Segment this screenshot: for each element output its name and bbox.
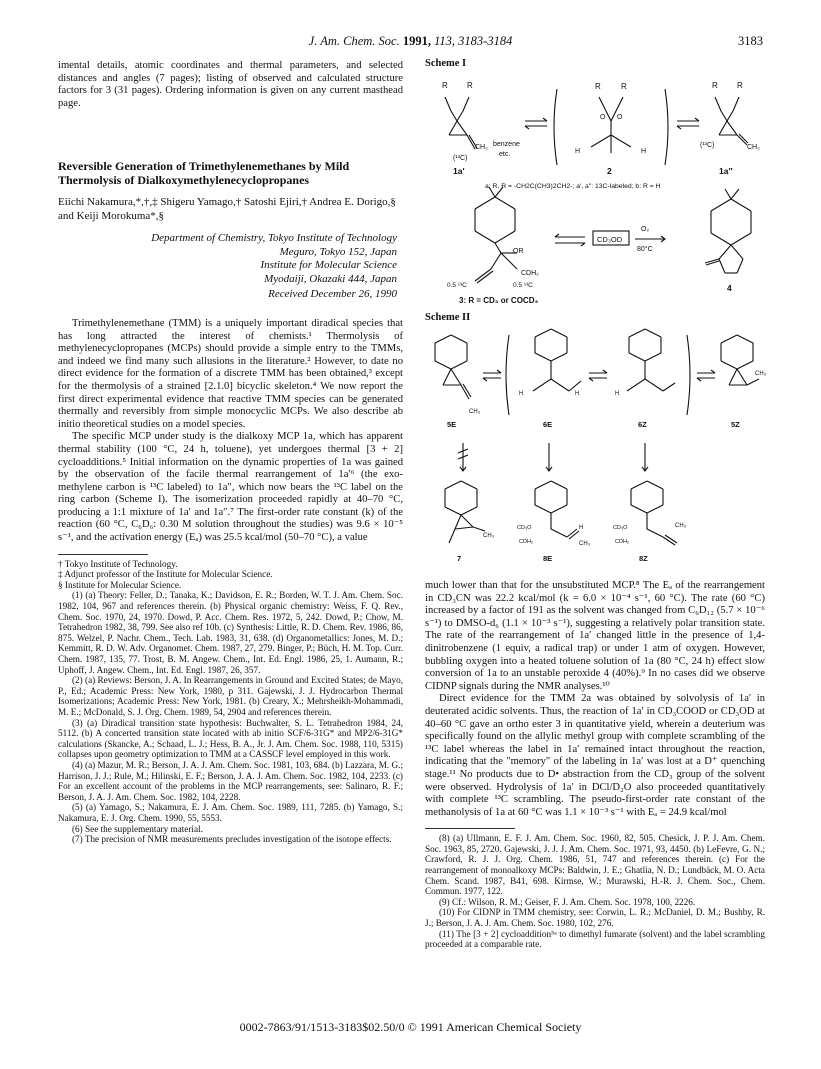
structure-8e xyxy=(535,481,579,539)
temperature-condition: 80°C xyxy=(637,246,653,253)
footnote-rule xyxy=(425,828,515,829)
c13-half-label: 0.5 ¹³C xyxy=(447,282,467,289)
bracket-right xyxy=(687,335,690,415)
hydrogen-label: H xyxy=(615,391,620,397)
methyl-label: CH₃ xyxy=(675,523,687,529)
no-reaction-arrow xyxy=(458,443,468,471)
body-text-left xyxy=(58,318,403,545)
journal-citation xyxy=(0,34,821,49)
paragraph: much lower than that for the unsubstituted MCP.⁸ The Eₐ of the rearrangement in CD₃CN was 22.2 kcal/mol (k = 6.0 × 10⁻⁴ s⁻¹, 60 °C). The rate (60 °C) increased by a factor of 191 as the solvent was changed from C₆D₁₂ (5.7 × 10⁻⁶ s⁻¹) to DMSO-d₆ (1.1 × 10⁻³ s⁻¹), suggesting a relatively polar transition state. The rate of the rearrangement of 1a′ changed little in the presence of 1,4-dinitrobenzene (1 equiv, a radical trap) or under 1 atm of oxygen. However, bubbling oxygen into a heated toluene solution of 1a (80 °C, 24 h) effect slow conversion of 1a to an unstable peroxide 4 (40%).⁹ In no cases did we observe CIDNP signals during the NMR analyses.¹⁰ xyxy=(425,580,765,692)
compound-label: 8E xyxy=(543,554,553,563)
received-date: Received December 26, 1990 xyxy=(268,288,397,301)
oxygen-label: O xyxy=(600,114,606,121)
substituent-r: R xyxy=(595,82,601,91)
compound-label: 5E xyxy=(447,420,457,429)
footnote: § Institute for Molecular Science. xyxy=(58,579,182,590)
scheme-label: Scheme I xyxy=(425,58,467,69)
journal-volume: 113, xyxy=(434,34,456,48)
equilibrium-arrow xyxy=(697,370,715,381)
equilibrium-arrow xyxy=(483,370,501,381)
journal-pages: 3183-3184 xyxy=(458,34,513,48)
structure-2-tmm xyxy=(554,89,668,165)
compound-label: 6E xyxy=(543,420,553,429)
affiliation-block xyxy=(58,232,403,286)
footnote: (6) See the supplementary material. xyxy=(72,823,203,834)
cd3o-label: CD₃O xyxy=(613,525,628,531)
equilibrium-arrow xyxy=(555,234,585,246)
cdh2-label: CDH₂ xyxy=(519,539,534,545)
compound-label: 1a′ xyxy=(453,166,465,176)
footnote: † Tokyo Institute of Technology. xyxy=(58,558,178,569)
methyl-label: CH₃ xyxy=(755,371,767,377)
left-column xyxy=(58,60,403,845)
affiliation-line: Myodaiji, Okazaki 444, Japan xyxy=(264,272,397,285)
reaction-arrow-down xyxy=(642,443,648,471)
hydrogen-label: H xyxy=(579,525,584,531)
page-footer: 0002-7863/91/1513-3183$02.50/0 © 1991 American Chemical Society xyxy=(239,1020,582,1034)
footnote: (10) For CIDNP in TMM chemistry, see: Corwin, L. R.; McDaniel, D. M.; Bushby, R. J.; Berson, J. A. J. Am. Chem. Soc. 1980, 102, 276. xyxy=(425,907,765,929)
structure-4-peroxide xyxy=(705,189,751,273)
footnotes-right xyxy=(425,833,765,950)
substituent-r: R xyxy=(621,82,627,91)
substituent-r: R xyxy=(712,81,718,90)
structure-7 xyxy=(445,481,485,543)
scheme-2 xyxy=(425,312,770,573)
structure-6e xyxy=(533,329,581,391)
structure-1a-double-prime xyxy=(715,97,748,145)
page-number: 3183 xyxy=(738,34,763,48)
compound-label: 6Z xyxy=(638,420,647,429)
compound-label: 1a″ xyxy=(719,166,733,176)
condition-solvent: benzene xyxy=(493,141,520,148)
footnote: (1) (a) Theory: Feller, D.; Tanaka, K.; Davidson, E. R.; Borden, W. T. J. Am. Chem. Soc. 1982, 104, 967 and references therein. (b) Physical organic chemistry: Weiss, F. Q. Rev., Chem. Soc. 1970, 24, 1970. Dowd, P. Acc. Chem. Res. 1972, 5, 242. Dowd, P.; Chow, M. Tetrahedron 1982, 38, 799. See also ref 10b. (c) Synthesis: Little, R. D. Chem. Rev. 1986, 86, 875. Welzel, P. Nachr. Chem., Tech. Lab. 1983, 31, 638. (d) Organometallics: Jones, M. D.; Kemmitt, R. D. W. Adv. Organomet. Chem. 1987, 27, 279. Binger, P.; Büch, H. M. Top. Curr. Chem. 1987, 135, 77. Trost, B. M. Angew. Chem., Int. Ed. Engl. 1986, 25, 1. Aumann, R.; Uphoff, J. Angew. Chem., Int. Ed. Engl. 1987, 26, 357. xyxy=(58,590,403,675)
substituent-r: R xyxy=(442,81,448,90)
hydrogen-label: H xyxy=(641,148,647,155)
paragraph: The specific MCP under study is the dialkoxy MCP 1a, which has apparent thermal stability (100 °C, 24 h, toluene), yet undergoes thermal [3 + 2] cycloadditions.⁵ Initial information on the dynamic properties of 1a was gained by the observation of the facile thermal rearrangement of 1a′⁶ (the exo-methylene carbon is ¹³C labeled) to 1a″, which now bears the ¹³C label on the ring carbon (Scheme I). The isomerization proceeded rapidly at 40–70 °C, producing a 1:1 mixture of 1a′ and 1a″.⁷ The first-order rate constant (k) of the reaction (60 °C, C₆D₆: 0.30 M solution throughout the studies) was 9.6 × 10⁻⁵ s⁻¹, and the activation energy (Eₐ) was 25.5 kcal/mol (50–70 °C), a value xyxy=(58,431,403,544)
oxygen-reagent: O₂ xyxy=(641,226,650,233)
equilibrium-arrow xyxy=(589,370,607,381)
scheme-1-drawing xyxy=(425,69,770,314)
c13-label: (¹³C) xyxy=(700,142,715,149)
compound-label: 5Z xyxy=(731,420,740,429)
ch2-label: CH₂ xyxy=(747,144,760,151)
cdh2-label: CDH₂ xyxy=(615,539,630,545)
journal-name: J. Am. Chem. Soc. xyxy=(308,34,400,48)
footnote: (3) (a) Diradical transition state hypothesis: Buchwalter, S. L. Tetrahedron 1984, 24, 5112. (b) A concerted transition state located with ab initio SCF/6-31G* and MP2/6-31G* calculations (Skancke, A.; Schaad, L. J.; Hess, B. A., Jr. J. Am. Chem. Soc. 1988, 110, 5315) collapses upon geometry optimization to TMM at a CASSCF level employed in this work. xyxy=(58,717,403,760)
footnote: (2) (a) Reviews: Berson, J. A. In Rearrangements in Ground and Excited States; de Mayo, P., Ed.; Academic Press: New York, 1980, p 311. Gajewski, J. J. Hydrocarbon Thermal Isomerizations; Academic Press: New York, 1981. (b) Creary, X.; Mehrsheikh-Mohammadi, M. E.; McDonald, S. J. Org. Chem. 1989, 54, 2904 and references therein. xyxy=(58,675,403,717)
methyl-label: CH₃ xyxy=(483,533,495,539)
supplementary-text: imental details, atomic coordinates and thermal parameters, and selected distances and angles (7 pages); listing of observed and calculated structure factors for 3 (31 pages). Ordering information is given on any current masthead page. xyxy=(58,60,403,109)
article-title: Reversible Generation of Trimethylenemethanes by Mild Thermolysis of Dialkoxymethylenecyclopropanes xyxy=(58,159,350,188)
ch2-label: CH₂ xyxy=(475,144,488,151)
c13-half-label: 0.5 ¹³C xyxy=(513,282,533,289)
methyl-label: CH₃ xyxy=(579,541,591,547)
structure-5z xyxy=(721,335,759,385)
structure-3-ortho-ester xyxy=(475,187,517,283)
equilibrium-arrow xyxy=(525,118,547,129)
cd3o-label: CD₃O xyxy=(517,525,532,531)
reaction-arrow-down xyxy=(546,443,552,471)
footnote: (4) (a) Mazur, M. R.; Berson, J. A. J. Am. Chem. Soc. 1981, 103, 684. (b) Lazzara, M. G.; Harrison, J. J.; Rule, M.; Hilinski, E. F.; Berson, J. A. J. Am. Chem. Soc. 1982, 104, 2233. (c) For an excellent account of the problems in the MCP rearrangements, see: Salinaro, R. F.; Berson, J. A. J. Am. Chem. Soc. 1982, 104, 2228. xyxy=(58,759,403,802)
footnote-rule xyxy=(58,554,148,555)
or-label: OR xyxy=(513,248,524,255)
hydrogen-label: H xyxy=(519,391,524,397)
compound-label: 8Z xyxy=(639,554,648,563)
hydrogen-label: H xyxy=(575,391,580,397)
footnote: (11) The [3 + 2] cycloaddition⁵ᵃ to dimethyl fumarate (solvent) and the label scrambling proceeded at a comparable rate. xyxy=(425,928,765,950)
condition-etc: etc. xyxy=(499,151,511,158)
cdh2-label: CDH₂ xyxy=(521,270,539,277)
footnote: ‡ Adjunct professor of the Institute for Molecular Science. xyxy=(58,569,273,580)
bracket-left xyxy=(506,335,509,415)
substituent-r: R xyxy=(737,81,743,90)
scheme-label: Scheme II xyxy=(425,312,471,323)
footnotes-left xyxy=(58,559,403,845)
paragraph: Direct evidence for the TMM 2a was obtained by solvolysis of 1a′ in deuterated acidic solvents. Thus, the reaction of 1a′ in CD₃COOD or CD₃OD at 40–60 °C gave an ortho ester 3 in quantitative yield, wherein a deuterium was specifically found on the allylic methyl group with complete scrambling of the ¹³C label whereas the label in 1a′ remained intact throughout the reaction, indicating that the "memory" of the labeling in 1a′ was lost at a D⁺ quenching stage.¹¹ No products due to D• abstraction from the CD₃ group of the solvent were observed. Hydrolysis of 1a′ in DCl/D₂O also proceeded quantitatively with complete ¹³C scrambling. The pseudo-first-order rate constant of the methanolysis of 1a at 60 °C was 1.1 × 10⁻³ s⁻¹ with Eₐ = 24.9 kcal/mol xyxy=(425,693,765,818)
methyl-label: CH₃ xyxy=(469,409,481,415)
footnote: (5) (a) Yamago, S.; Nakamura, E. J. Am. Chem. Soc. 1989, 111, 7285. (b) Yamago, S.; Nakamura, E. J. Org. Chem. 1990, 55, 5553. xyxy=(58,802,403,823)
journal-year: 1991, xyxy=(402,34,431,48)
scheme-2-drawing xyxy=(425,323,770,568)
compound-label: 7 xyxy=(457,554,462,563)
footnote: (9) Cf.: Wilson, R. M.; Geiser, F. J. Am. Chem. Soc. 1978, 100, 2226. xyxy=(439,896,696,907)
paragraph: Trimethylenemethane (TMM) is a uniquely important diradical species that has long attracted the interest of chemists.¹ Thermolysis of methylenecyclopropanes (MCPs) should provide a simple entry to the TMMs, and indeed we find many such allusions in the literature.² However, to date no direct evidence for the formation of a discrete TMM has been obtained,³ except for the thermolysis of a strained [2.1.0] bicyclic skeleton.⁴ We now report the first direct experimental evidence that reactive TMM species can be generated thermally and reversibly from simple monocyclic MCPs. We also describe ab initio theoretical studies on a model species. xyxy=(58,317,403,430)
reagent-cd3od: CD₃OD xyxy=(597,235,623,244)
scheme-legend: a: R, R = -CH2C(CH3)2CH2-; a′, a″: 13C-labeled; b: R = H xyxy=(485,183,661,190)
affiliation-line: Department of Chemistry, Tokyo Institute of Technology xyxy=(151,232,397,245)
right-column xyxy=(425,580,765,950)
compound-3-caption: 3: R = CD₃ or COCD₃ xyxy=(459,296,539,305)
structure-6z xyxy=(627,329,675,391)
author-list: Eiichi Nakamura,*,†,‡ Shigeru Yamago,† Satoshi Ejiri,† Andrea E. Dorigo,§ and Keiji Morokuma*,§ xyxy=(58,196,396,222)
scheme-1 xyxy=(425,58,770,319)
affiliation-line: Meguro, Tokyo 152, Japan xyxy=(279,245,397,258)
hydrogen-label: H xyxy=(575,148,581,155)
footnote: (8) (a) Ullmann, E. F. J. Am. Chem. Soc. 1960, 82, 505. Chesick, J. P. J. Am. Chem. Soc. 1963, 85, 2720. Gajewski, J. J. J. Am. Chem. Soc. 1971, 93, 4450. (b) LeFevre, G. N.; Crawford, R. J. J. Org. Chem. 1986, 51, 747 and references therein. (c) For the rearrangement of monoalkoxy MCPs: Baldwin, J. E.; Ghatlia, N. D.; Lundbäck, M. O. Acta Chem. Scand. 1987, B41, 698. Kirmse, W.; Murawski, H.-R. J. Chem. Soc., Chem. Commun. 1977, 122. xyxy=(425,833,765,897)
structure-8z xyxy=(631,481,677,545)
footnote: (7) The precision of NMR measurements precludes investigation of the isotope effects. xyxy=(72,834,392,845)
affiliation-line: Institute for Molecular Science xyxy=(260,259,397,272)
equilibrium-arrow xyxy=(677,118,699,129)
compound-label: 4 xyxy=(727,283,732,293)
oxygen-label: O xyxy=(617,114,623,121)
structure-5e xyxy=(435,335,471,399)
substituent-r: R xyxy=(467,81,473,90)
structure-1a-prime xyxy=(445,97,477,149)
compound-label: 2 xyxy=(607,166,612,176)
c13-label: (¹³C) xyxy=(453,155,468,162)
